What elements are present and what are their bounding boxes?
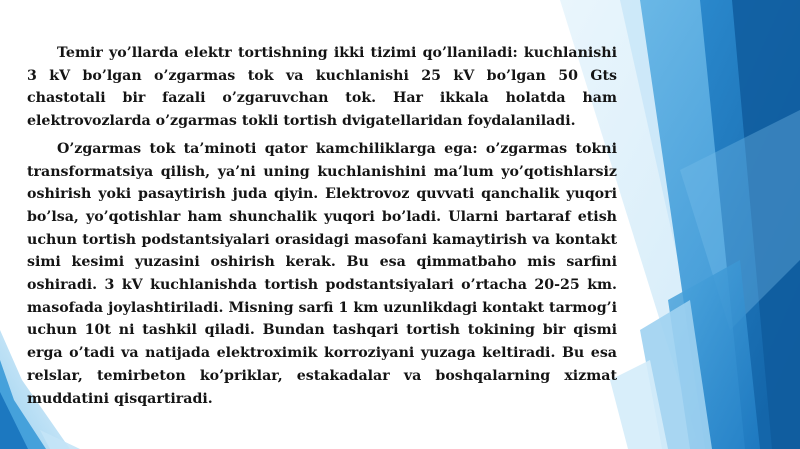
slide-body — [27, 42, 617, 415]
paragraph-electric-traction-systems: Temir yo’llarda elektr tortishning ikki tizimi qo’llaniladi: kuchlanishi 3 kV bo’lgan o’zgarmas tok va kuchlanishi 25 kV bo’lgan 50 Gts chastotali bir fazali o’zgaruvchan tok. Har ikkala holatda ham elektrovozlarda o’zgarmas tokli tortish dvigatellaridan foydalaniladi. — [27, 45, 617, 130]
paragraph-dc-supply-drawbacks: O’zgarmas tok ta’minoti qator kamchiliklarga ega: o’zgarmas tokni transformatsiya qilish, ya’ni uning kuchlanishini ma’lum yo’qotishlarsiz oshirish yoki pasaytirish juda qiyin. Elektrovoz quvvati qanchalik yuqori bo’lsa, yo’qotishlar ham shunchalik yuqori bo’ladi. Ularni bartaraf etish uchun tortish podstantsiyalari orasidagi masofani kamaytirish va kontakt simi kesimi yuzasini oshirish kerak. Bu esa qimmatbaho mis sarfini oshiradi. 3 kV kuchlanishda tortish podstantsiyalari o’rtacha 20-25 km. masofada joylashtiriladi. Misning sarfi 1 km uzunlikdagi kontakt tarmog’i uchun 10t ni tashkil qiladi. Bundan tashqari tortish tokining bir qismi erga o’tadi va natijada elektroximik korroziyani yuzaga keltiradi. Bu esa relslar, temirbeton ko’priklar, estakadalar va boshqalarning xizmat muddatini qisqartiradi. — [27, 140, 617, 407]
